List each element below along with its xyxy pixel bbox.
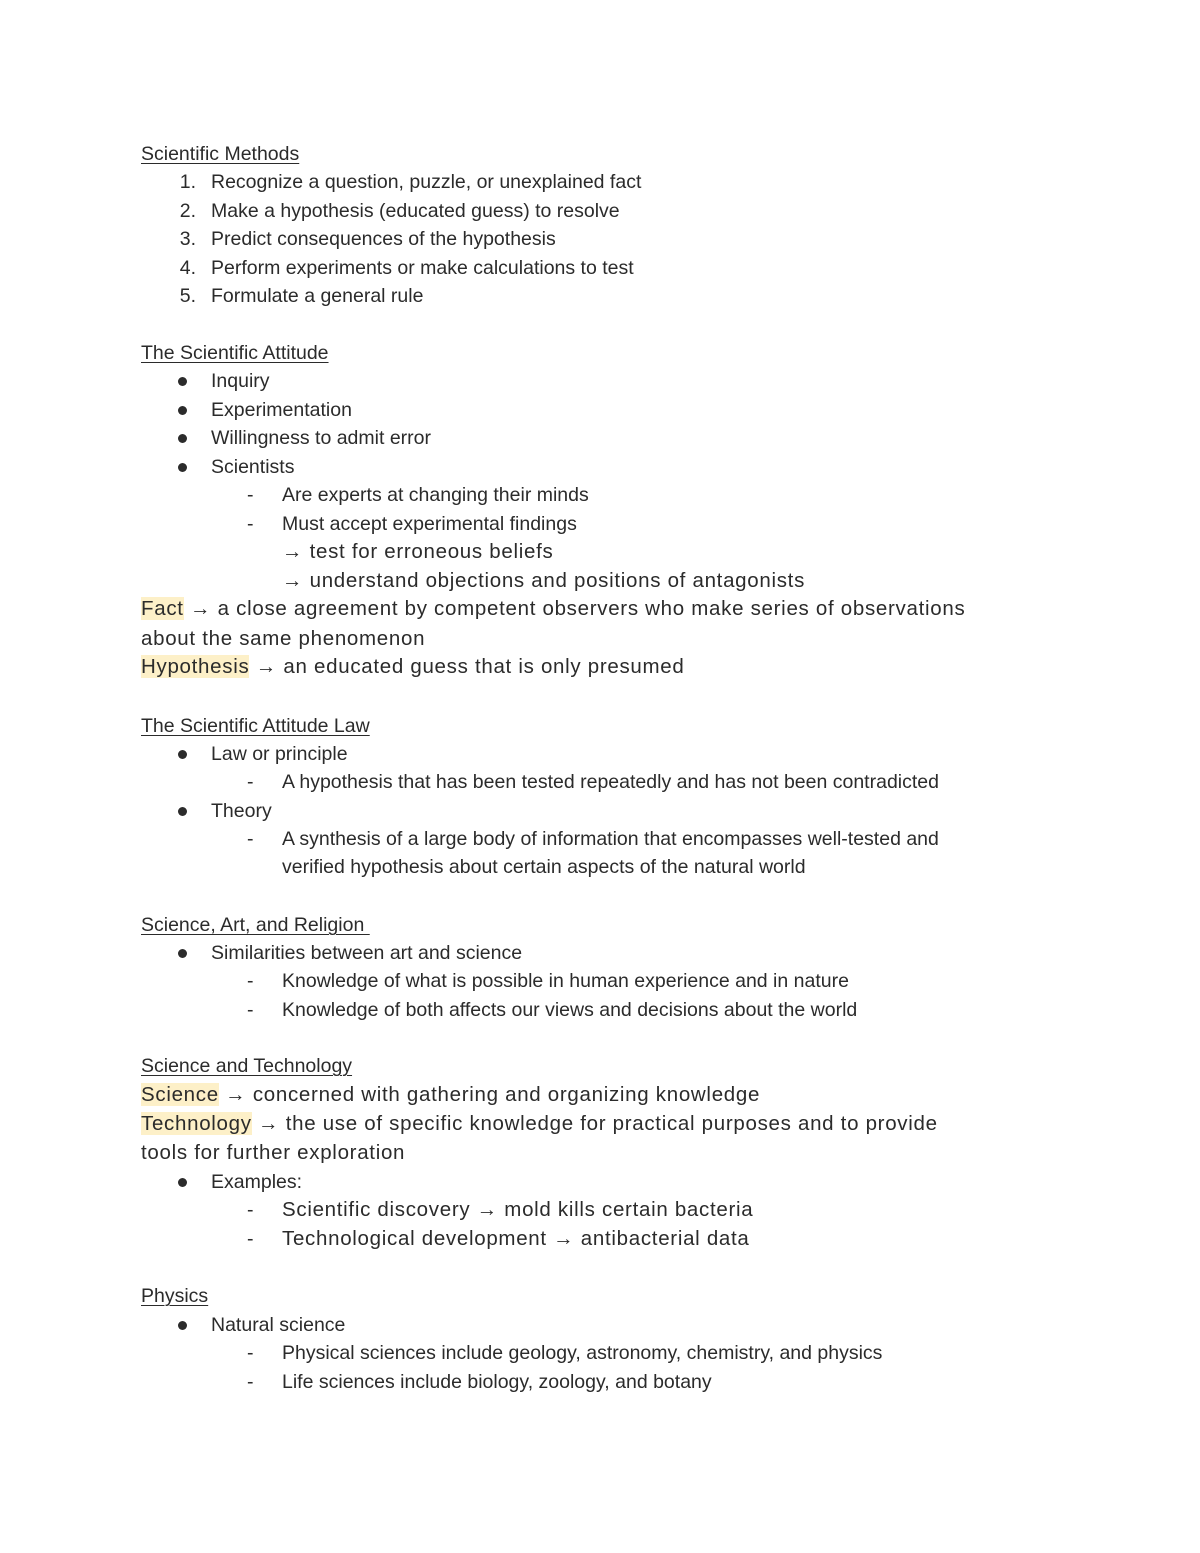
highlighted-term: Science: [141, 1083, 219, 1106]
list-number: 1.: [179, 171, 196, 193]
highlighted-term: Hypothesis: [141, 655, 250, 678]
list-number: 2.: [179, 200, 196, 222]
dash-icon: -: [247, 1228, 254, 1250]
section-heading-physics: Physics: [141, 1285, 209, 1307]
dash-icon: -: [247, 1371, 254, 1393]
sub-list-item: A synthesis of a large body of information that encompasses well-tested and: [282, 828, 939, 850]
sub-list-item: Scientific discovery → mold kills certain bacteria: [282, 1198, 754, 1221]
section-heading-attitude-law: The Scientific Attitude Law: [141, 715, 370, 737]
dash-icon: -: [247, 999, 254, 1021]
list-item: Formulate a general rule: [211, 285, 424, 307]
bullet-icon: [178, 1178, 187, 1187]
dash-icon: -: [247, 1199, 254, 1221]
bullet-icon: [178, 807, 187, 816]
section-heading-scientific-methods: Scientific Methods: [141, 143, 300, 165]
definition-text: about the same phenomenon: [141, 627, 426, 650]
sub-list-item: Knowledge of both affects our views and decisions about the world: [282, 999, 858, 1021]
list-item: Natural science: [211, 1314, 346, 1336]
definition-fact: [141, 597, 965, 621]
sub-list-item: Physical sciences include geology, astronomy, chemistry, and physics: [282, 1342, 883, 1364]
list-number: 4.: [179, 257, 196, 279]
list-item: Predict consequences of the hypothesis: [211, 228, 556, 250]
list-item: Make a hypothesis (educated guess) to resolve: [211, 200, 620, 222]
list-item: Willingness to admit error: [211, 427, 431, 449]
list-item: Inquiry: [211, 370, 270, 392]
list-item: Theory: [211, 800, 272, 822]
list-number: 5.: [179, 285, 196, 307]
bullet-icon: [178, 1321, 187, 1330]
highlighted-term: Technology: [141, 1112, 252, 1135]
dash-icon: -: [247, 771, 254, 793]
list-item: Experimentation: [211, 399, 352, 421]
definition-text: tools for further exploration: [141, 1141, 406, 1164]
section-heading-science-technology: Science and Technology: [141, 1055, 353, 1077]
sub-list-item: Are experts at changing their minds: [282, 484, 589, 506]
bullet-icon: [178, 463, 187, 472]
list-item: Similarities between art and science: [211, 942, 523, 964]
list-item: Examples:: [211, 1171, 303, 1193]
highlighted-term: Fact: [141, 597, 184, 620]
section-heading-science-art-religion: Science, Art, and Religion: [141, 914, 370, 936]
definition-science: [141, 1083, 760, 1107]
definition-hypothesis: [141, 655, 685, 679]
arrow-note: → test for erroneous beliefs: [282, 540, 554, 563]
list-item: Recognize a question, puzzle, or unexplained fact: [211, 171, 642, 193]
dash-icon: -: [247, 484, 254, 506]
dash-icon: -: [247, 513, 254, 535]
arrow-note: → understand objections and positions of antagonists: [282, 569, 806, 592]
definition-technology: [141, 1112, 938, 1136]
sub-list-item: Must accept experimental findings: [282, 513, 577, 535]
bullet-icon: [178, 750, 187, 759]
sub-list-item: Technological development → antibacterial data: [282, 1227, 750, 1250]
bullet-icon: [178, 949, 187, 958]
dash-icon: -: [247, 828, 254, 850]
sub-list-item: Knowledge of what is possible in human experience and in nature: [282, 970, 849, 992]
sub-list-item: Life sciences include biology, zoology, and botany: [282, 1371, 712, 1393]
bullet-icon: [178, 377, 187, 386]
list-number: 3.: [179, 228, 196, 250]
definition-text: → an educated guess that is only presumed: [249, 655, 685, 678]
definition-text: → concerned with gathering and organizing knowledge: [218, 1083, 761, 1106]
bullet-icon: [178, 434, 187, 443]
list-item: Scientists: [211, 456, 295, 478]
sub-list-item: A hypothesis that has been tested repeatedly and has not been contradicted: [282, 771, 939, 793]
dash-icon: -: [247, 970, 254, 992]
definition-text: → a close agreement by competent observers who make series of observations: [183, 597, 966, 620]
definition-text: → the use of specific knowledge for practical purposes and to provide: [251, 1112, 938, 1135]
list-item: Law or principle: [211, 743, 348, 765]
bullet-icon: [178, 406, 187, 415]
section-heading-scientific-attitude: The Scientific Attitude: [141, 342, 329, 364]
list-item: Perform experiments or make calculations to test: [211, 257, 634, 279]
dash-icon: -: [247, 1342, 254, 1364]
sub-list-item-continuation: verified hypothesis about certain aspects of the natural world: [282, 856, 806, 878]
